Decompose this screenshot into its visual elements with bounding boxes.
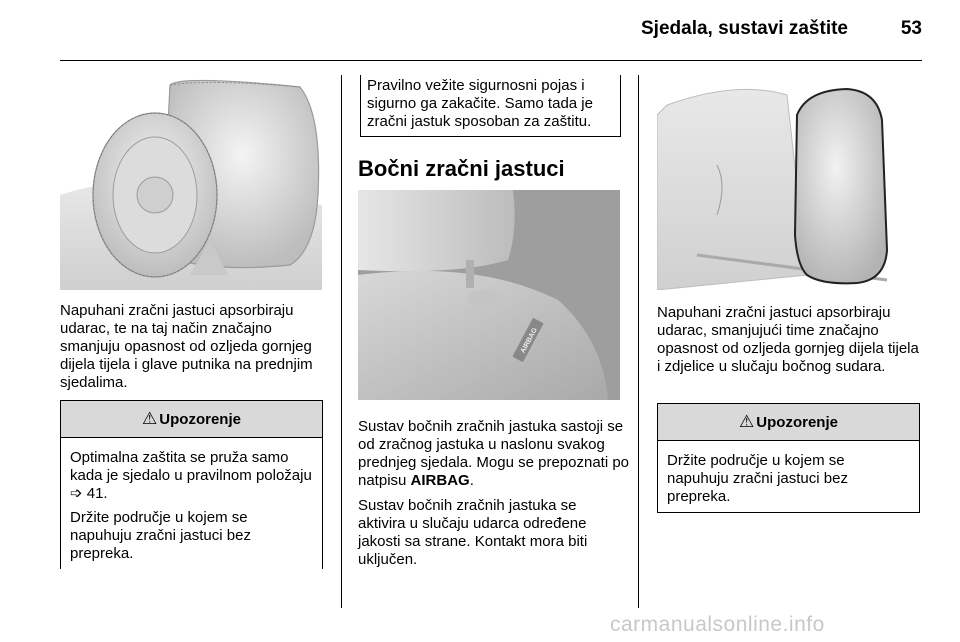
- left-paragraph: Napuhani zračni jastuci apsorbiraju udarac, te na taj način značajno smanjuju opasnost od ozljeda gornjeg dijela tijela i glave putnika na prednjim sjedalima.: [60, 302, 313, 391]
- page-reference-icon: ➩: [70, 485, 83, 502]
- side-airbag-illustration: [657, 75, 919, 290]
- warning-triangle-icon: ⚠: [142, 409, 158, 428]
- right-warning-header: [658, 404, 919, 441]
- seatbelt-note-box: [360, 75, 621, 137]
- middle-paragraph-2: Sustav bočnih zračnih jastuka se aktivira u slučaju udarca određene jakosti sa strane. Kontakt mora biti uključen.: [358, 497, 588, 568]
- seatbelt-note-text: Pravilno vežite sigurnosni pojas i sigurno ga zakačite. Samo tada je zračni jastuk sposoban za zaštitu.: [367, 77, 593, 130]
- left-warning-body: [61, 438, 322, 577]
- seat-photo-drawing: [358, 190, 620, 400]
- side-airbag-drawing: [657, 75, 919, 290]
- left-warning-title: Upozorenje: [159, 410, 241, 428]
- front-airbag-illustration: [60, 75, 322, 290]
- right-warning-box: [657, 403, 920, 513]
- middle-paragraph-1-start: Sustav bočnih zračnih jastuka sastoji se od zračnog jastuka u naslonu svakog prednjeg sjedala. Mogu se prepoznati po natpisu: [358, 418, 630, 489]
- right-paragraph: Napuhani zračni jastuci apsorbiraju udarac, smanjujući time značajno opasnost od ozljeda gornjeg dijela tijela i zdjelice u slučaju bočnog sudara.: [657, 304, 919, 375]
- front-airbag-drawing: [60, 75, 322, 290]
- watermark: carmanualsonline.info: [610, 613, 825, 636]
- side-airbag-seat-photo: [358, 190, 620, 400]
- right-warning-body: [658, 441, 919, 520]
- middle-paragraph-1: [358, 418, 630, 490]
- airbag-label-on-image: AIRBAG: [519, 326, 539, 355]
- left-warning-text-1: Optimalna zaštita se pruža samo kada je sjedalo u pravilnom položaju: [70, 449, 312, 484]
- middle-paragraph-1-end: .: [469, 472, 474, 489]
- section-title: Bočni zračni jastuci: [358, 156, 565, 181]
- column-divider-1: [341, 75, 342, 608]
- column-divider-2: [638, 75, 639, 608]
- right-warning-title: Upozorenje: [756, 413, 838, 431]
- page-header-title: Sjedala, sustavi zaštite: [641, 18, 848, 39]
- left-warning-paragraph-1: [70, 449, 313, 503]
- airbag-inscription: AIRBAG: [410, 472, 470, 489]
- left-warning-header: [61, 401, 322, 438]
- left-warning-reference: 41.: [86, 485, 108, 502]
- warning-triangle-icon: ⚠: [739, 412, 755, 431]
- page-number: 53: [900, 18, 922, 39]
- header-rule: [60, 60, 922, 61]
- right-warning-paragraph: Držite područje u kojem se napuhuju zračni jastuci bez prepreka.: [667, 452, 848, 505]
- left-warning-paragraph-2: Držite područje u kojem se napuhuju zračni jastuci bez prepreka.: [70, 509, 251, 562]
- left-warning-box: [60, 400, 323, 569]
